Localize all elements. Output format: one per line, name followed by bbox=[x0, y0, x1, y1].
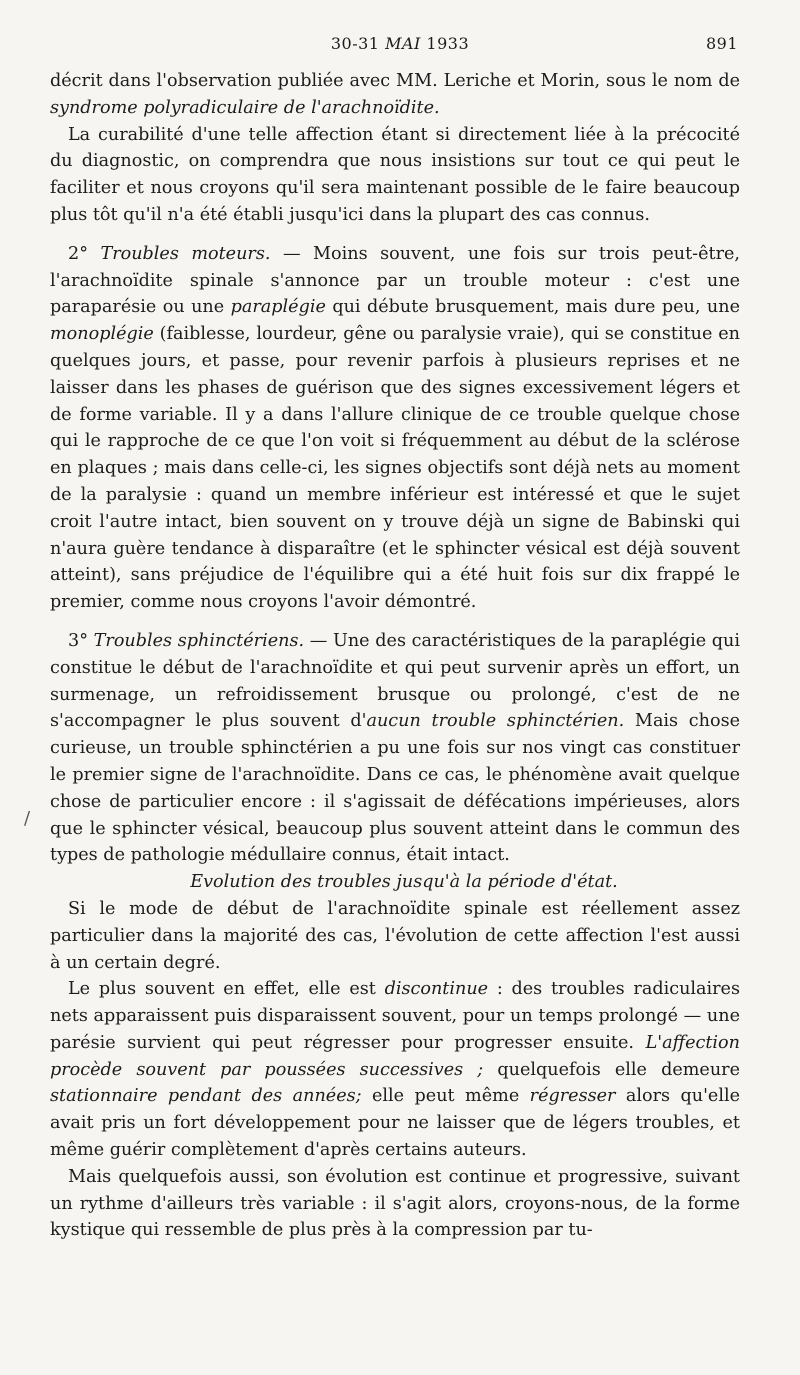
paragraph-troubles-moteurs: 2° Troubles moteurs. — Moins souvent, une fois sur trois peut-être, l'arachnoïdite spinale s'annonce par un trouble moteur : c'est une paraparésie ou une paraplégie qui débute brusquement, mais dure peu, une monoplégie (faiblesse, lourdeur, gêne ou paralysie vraie), qui se constitue en quelques jours, et passe, pour revenir parfois à plusieurs reprises et ne laisser dans les phases de guérison que des signes excessivement légers et de forme variable. Il y a dans l'allure clinique de ce trouble quelque chose qui le rapproche de ce que l'on voit si fréquemment au début de la sclérose en plaques ; mais dans celle-ci, les signes objectifs sont déjà nets au moment de la paralysie : quand un membre inférieur est intéressé et que le sujet croit l'autre intact, bien souvent on y trouve déjà un signe de Babinski qui n'aura guère tendance à disparaître (et le sphincter vésical est déjà souvent atteint), sans préjudice de l'équilibre qui a été huit fois sur dix frappé le premier, comme nous croyons l'avoir démontré. bbox=[50, 243, 740, 613]
section-heading: Troubles moteurs. bbox=[100, 243, 271, 264]
margin-mark: / bbox=[24, 808, 31, 829]
paragraph-2: La curabilité d'une telle affection étant si directement liée à la précocité du diagnostic, on comprendra que nous insistions sur tout ce qui peut le faciliter et nous croyons qu'il sera maintenant possible de le faire beaucoup plus tôt qu'il n'a été établi jusqu'ici dans la plupart des cas connus. bbox=[50, 124, 740, 225]
paragraph-1: décrit dans l'observation publiée avec MM. Leriche et Morin, sous le nom de syndrome polyradiculaire de l'arachnoïdite. bbox=[50, 71, 740, 118]
section-number: 2° bbox=[68, 243, 101, 264]
paragraph-7: Mais quelquefois aussi, son évolution est continue et progressive, suivant un rythme d'ailleurs très variable : il s'agit alors, croyons-nous, de la forme kystique qui ressemble de plus près à la compression par tu- bbox=[50, 1166, 740, 1241]
running-header bbox=[0, 34, 800, 58]
section-number: 3° bbox=[68, 630, 94, 651]
paragraph-troubles-sphincteriens: 3° Troubles sphinctériens. — Une des caractéristiques de la paraplégie qui constitue le début de l'arachnoïdite et qui peut survenir après un effort, un surmenage, un refroidissement brusque ou prolongé, c'est de ne s'accompagner le plus souvent d'aucun trouble sphinctérien. Mais chose curieuse, un trouble sphinctérien a pu une fois sur nos vingt cas constituer le premier signe de l'arachnoïdite. Dans ce cas, le phénomène avait quelque chose de particulier encore : il s'agissait de défécations impérieuses, alors que le sphincter vésical, beaucoup plus souvent atteint dans le commun des types de pathologie médullaire connus, était intact. bbox=[50, 630, 741, 866]
section-subheading: Evolution des troubles jusqu'à la période d'état. bbox=[190, 872, 618, 893]
body-text bbox=[50, 68, 740, 1244]
paragraph-6: Le plus souvent en effet, elle est discontinue : des troubles radiculaires nets apparaissent puis disparaissent souvent, pour un temps prolongé — une parésie survient qui peut régresser pour progresser ensuite. L'affection procède souvent par poussées successives ; quelquefois elle demeure stationnaire pendant des années; elle peut même régresser alors qu'elle avait pris un fort développement pour ne laisser que de légers troubles, et même guérir complètement d'après certains auteurs. bbox=[50, 979, 741, 1161]
paragraph-5: Si le mode de début de l'arachnoïdite spinale est réellement assez particulier dans la majorité des cas, l'évolution de cette affection l'est aussi à un certain degré. bbox=[50, 898, 740, 973]
header-date: 30-31 MAI 1933 bbox=[330, 34, 470, 53]
section-heading: Troubles sphinctériens. bbox=[93, 630, 305, 651]
page-number: 891 bbox=[705, 34, 738, 53]
